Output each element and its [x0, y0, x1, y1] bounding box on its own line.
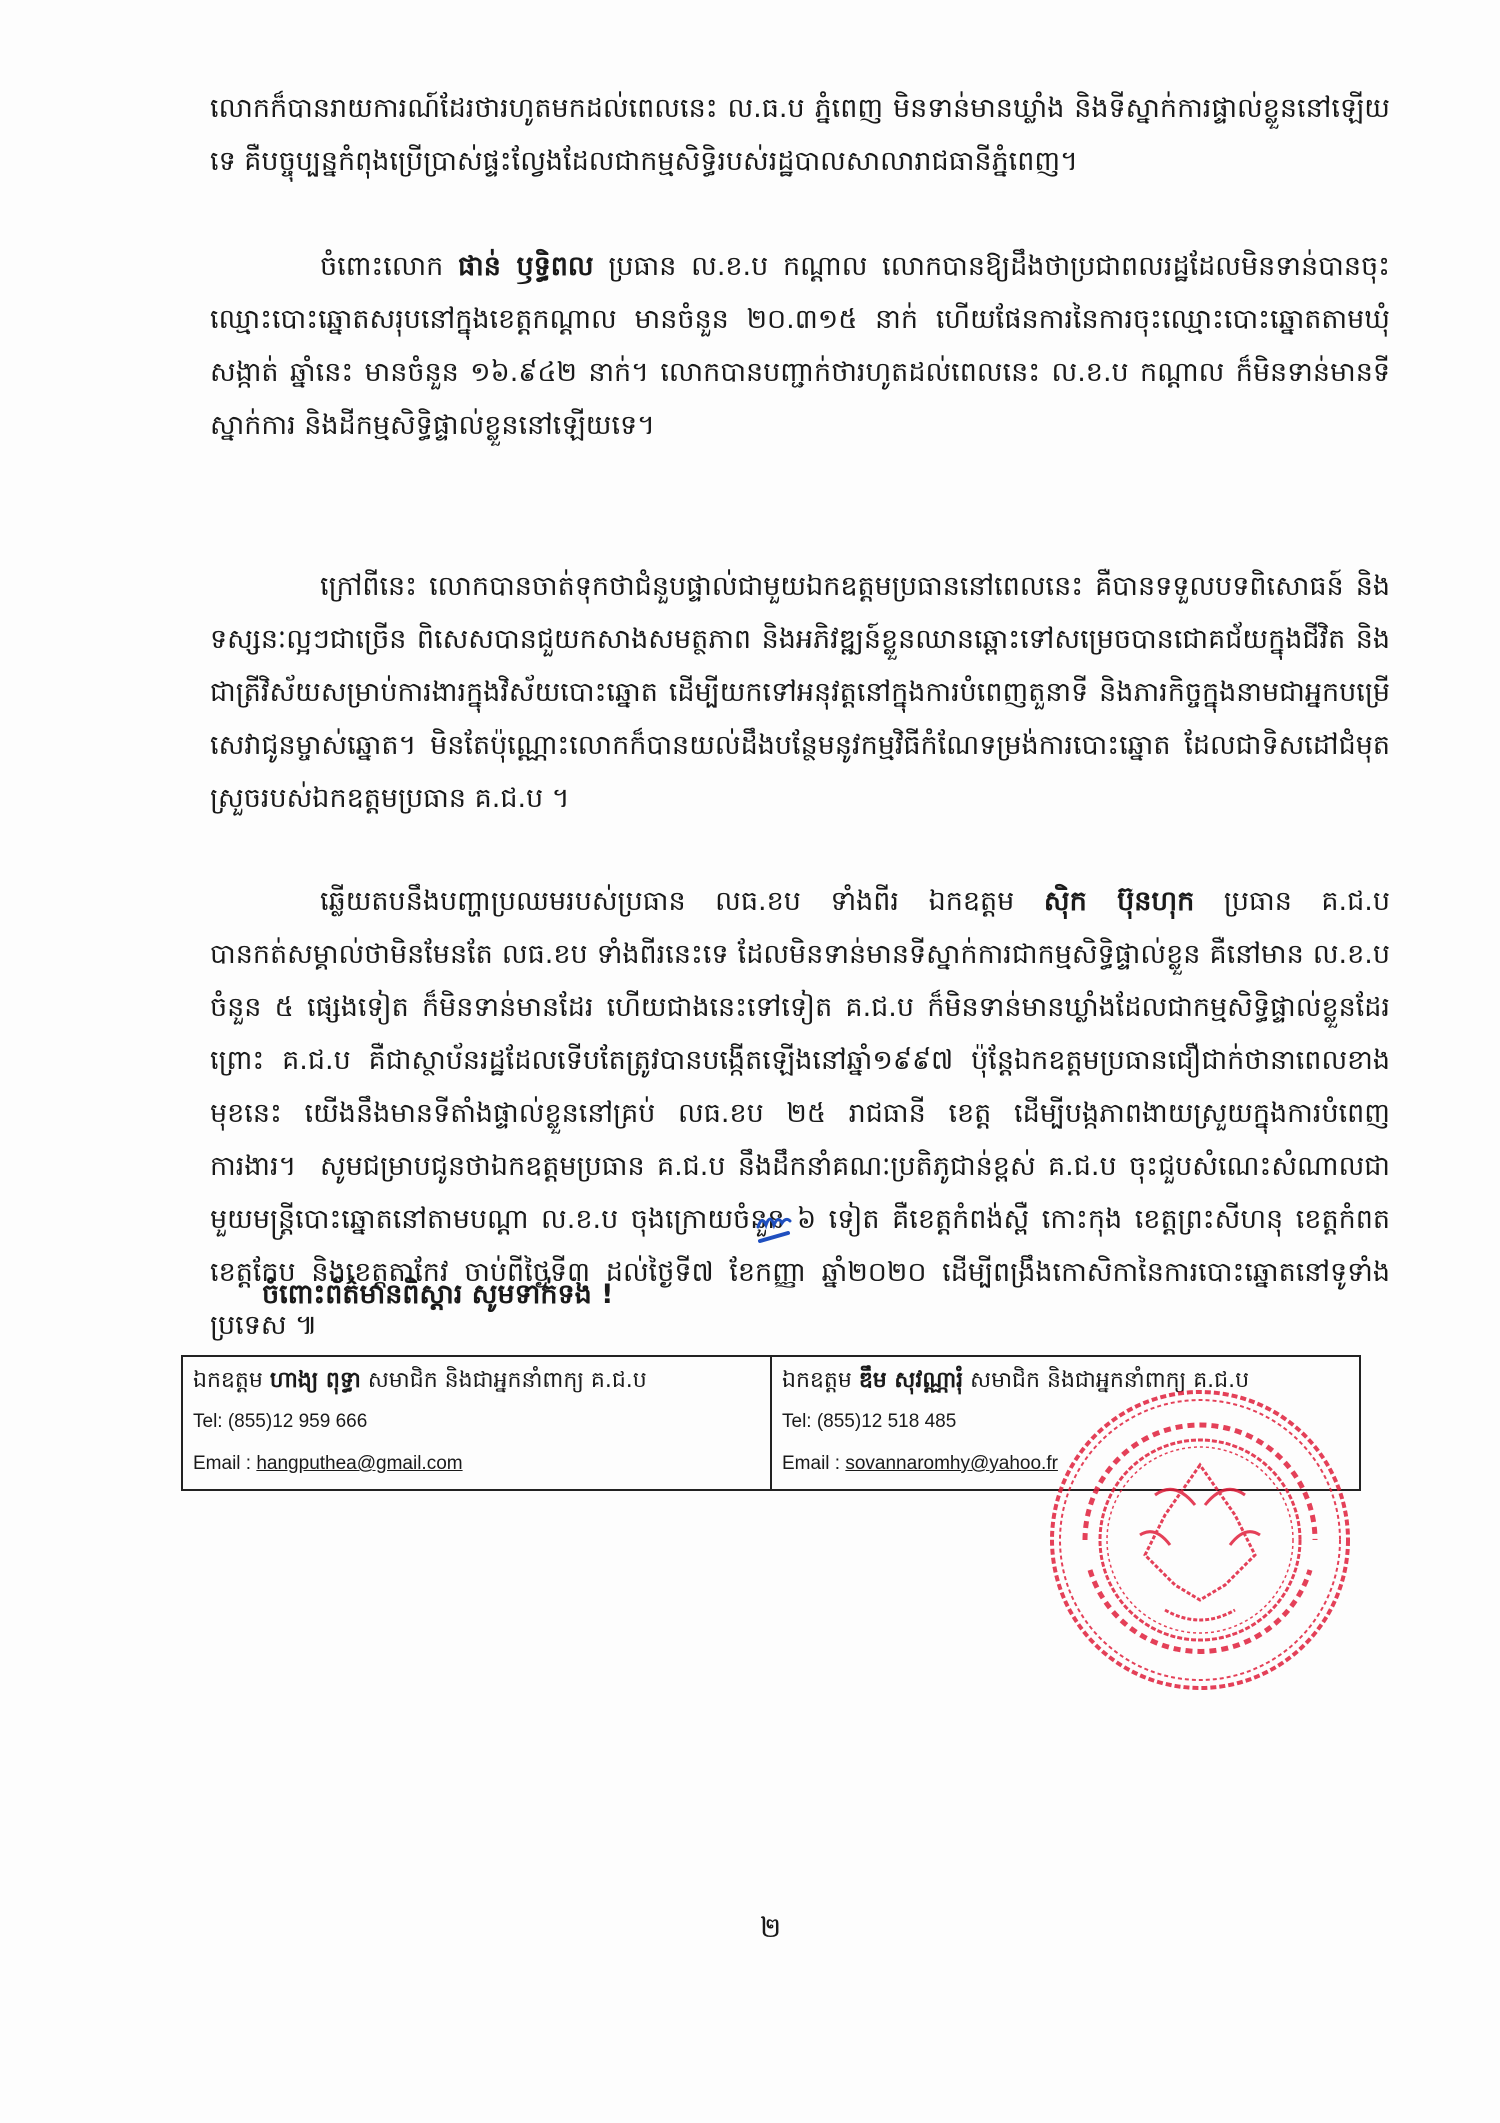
paragraph-1 — [210, 82, 1390, 188]
contact-email-row — [193, 1443, 760, 1485]
contact-name: ហាង្យ ពុទ្ធា — [269, 1368, 361, 1393]
contact-name: ឌឹម សុវណ្ណារុំ — [858, 1368, 964, 1393]
official-seal-stamp-icon — [1045, 1385, 1355, 1695]
contact-email-label: Email : — [193, 1453, 257, 1474]
paragraph-segment: ឆ្លើយតបនឹងបញ្ហាប្រឈមរបស់ប្រធាន លធ.ខប ទាំងពីរ ឯកឧត្តម — [320, 886, 1044, 917]
contact-email-link[interactable]: hangputhea@gmail.com — [256, 1453, 463, 1474]
paragraph-text — [210, 240, 1390, 452]
page-number: ២ — [760, 1911, 782, 1944]
person-name-bold: ផាន់ ឫទ្ធិពល — [458, 251, 594, 282]
contact-tel: Tel: (855)12 959 666 — [193, 1411, 368, 1432]
paragraph-segment: ក្រៅពីនេះ លោកបានចាត់ទុកថាជំនួបផ្ទាល់ជាមួយឯកឧត្តមប្រធាននៅពេលនេះ គឺបានទទួលបទពិសោធន៍ និងទស្សនៈល្អៗជាច្រើន ពិសេសបានជួយកសាងសមត្ថភាព និងអភិវឌ្ឍន៍ខ្លួនឈានឆ្ពោះទៅសម្រេចបានជោគជ័យក្នុងជីវិត និងជាត្រីវិស័យសម្រាប់ការងារក្នុងវិស័យបោះឆ្នោត ដើម្បីយកទៅអនុវត្តនៅក្នុងការបំពេញតួនាទី និងភារកិច្ចក្នុងនាមជាអ្នកបម្រើសេវាជូនម្ចាស់ឆ្នោត។ មិនតែប៉ុណ្ណោះលោកក៏បានយល់ដឹងបន្ថែមនូវកម្មវិធីកំណែទម្រង់ការបោះឆ្នោត ដែលជាទិសដៅជំមុតស្រួចរបស់ឯកឧត្តមប្រធាន គ.ជ.ប ។ — [210, 571, 1390, 814]
contact-title — [193, 1361, 760, 1401]
contact-tel: Tel: (855)12 518 485 — [782, 1411, 957, 1432]
paragraph-text — [210, 560, 1390, 825]
paragraph-segment: ប្រធាន គ.ជ.ប បានកត់សម្គាល់ថាមិនមែនតែ លធ.ខប ទាំងពីរនេះទេ ដែលមិនទាន់មានទីស្នាក់ការជាកម្មសិទ្ធិផ្ទាល់ខ្លួន គឺនៅមាន ល.ខ.ប ចំនួន ៥ ផ្សេងទៀត ក៏មិនទាន់មានដែរ ហើយជាងនេះទៅទៀត គ.ជ.ប ក៏មិនទាន់មានឃ្លាំងដែលជាកម្មសិទ្ធិផ្ទាល់ខ្លួនដែរ ព្រោះ គ.ជ.ប គឺជាស្ថាប័នរដ្ឋដែលទើបតែត្រូវបានបង្កើតឡើងនៅឆ្នាំ១៩៩៧ ប៉ុន្តែឯកឧត្តមប្រធានជឿជាក់ថានាពេលខាងមុខនេះ យើងនឹងមានទីតាំងផ្ទាល់ខ្លួននៅគ្រប់ លធ.ខប ២៥ រាជធានី ខេត្ត ដើម្បីបង្កភាពងាយស្រួយក្នុងការបំពេញការងារ។ — [210, 886, 1390, 1182]
handwritten-initials-icon — [752, 1205, 802, 1245]
contact-email-link[interactable]: sovannaromhy@yahoo.fr — [845, 1453, 1058, 1474]
contact-card — [183, 1357, 770, 1489]
paragraph-5 — [210, 1140, 1390, 1352]
contact-title-prefix: ឯកឧត្តម — [782, 1368, 859, 1393]
contact-role: សមាជិក និងជាអ្នកនាំពាក្យ គ.ជ.ប — [963, 1368, 1250, 1393]
paragraph-text — [210, 82, 1390, 188]
paragraph-3 — [210, 560, 1390, 825]
closing-line: ចំពោះព័ត៌មានពិស្ដារ សូមទាក់ទង ! — [262, 1279, 614, 1310]
contact-title-prefix: ឯកឧត្តម — [193, 1368, 270, 1393]
paragraph-segment: ចំពោះលោក — [320, 251, 459, 282]
contact-role: សមាជិក និងជាអ្នកនាំពាក្យ គ.ជ.ប — [360, 1368, 647, 1393]
contact-email-label: Email : — [782, 1453, 846, 1474]
person-name-bold: សុិក ប៊ុនហុក — [1043, 886, 1195, 917]
paragraph-text — [210, 1140, 1390, 1352]
paragraph-2 — [210, 240, 1390, 452]
paragraph-segment: លោកក៏បានរាយការណ៍ដែរថារហូតមកដល់ពេលនេះ ល.ធ.ប ភ្នំពេញ មិនទាន់មានឃ្លាំង និងទីស្នាក់ការផ្ទាល់ខ្លួននៅឡើយទេ គឺបច្ចុប្បន្នកំពុងប្រើប្រាស់ផ្ទះល្វែងដែលជាកម្មសិទ្ធិរបស់រដ្ឋបាលសាលារាជធានីភ្នំពេញ។ — [210, 93, 1390, 177]
paragraph-segment: ប្រធាន ល.ខ.ប កណ្ដាល លោកបានឱ្យដឹងថាប្រជាពលរដ្ឋដែលមិនទាន់បានចុះឈ្មោះបោះឆ្នោតសរុបនៅក្នុងខេត្តកណ្ដាល មានចំនួន ២០.៣១៥ នាក់ ហើយផែនការនៃការចុះឈ្មោះបោះឆ្នោតតាមឃុំ សង្កាត់ ឆ្នាំនេះ មានចំនួន ១៦.៩៤២ នាក់។ លោកបានបញ្ជាក់ថារហូតដល់ពេលនេះ ល.ខ.ប កណ្ដាល ក៏មិនទាន់មានទីស្នាក់ការ និងដីកម្មសិទ្ធិផ្ទាល់ខ្លួននៅឡើយទេ។ — [210, 251, 1390, 441]
paragraph-segment: សូមជម្រាបជូនថាឯកឧត្តមប្រធាន គ.ជ.ប នឹងដឹកនាំគណៈប្រតិភូជាន់ខ្ពស់ គ.ជ.ប ចុះជួបសំណេះសំណាលជាមួយមន្ត្រីបោះឆ្នោតនៅតាមបណ្ដា ល.ខ.ប ចុងក្រោយចំនួន ៦ ទៀត គឺខេត្តកំពង់ស្ពឺ កោះកុង ខេត្តព្រះសីហនុ ខេត្តកំពត ខេត្តកែប និងខេត្តតាកែវ ចាប់ពីថ្ងៃទី៣ ដល់ថ្ងៃទី៧ ខែកញ្ញា ឆ្នាំ២០២០ ដើម្បីពង្រឹងកោសិកានៃការបោះឆ្នោតនៅទូទាំងប្រទេស ៕ — [210, 1151, 1390, 1341]
